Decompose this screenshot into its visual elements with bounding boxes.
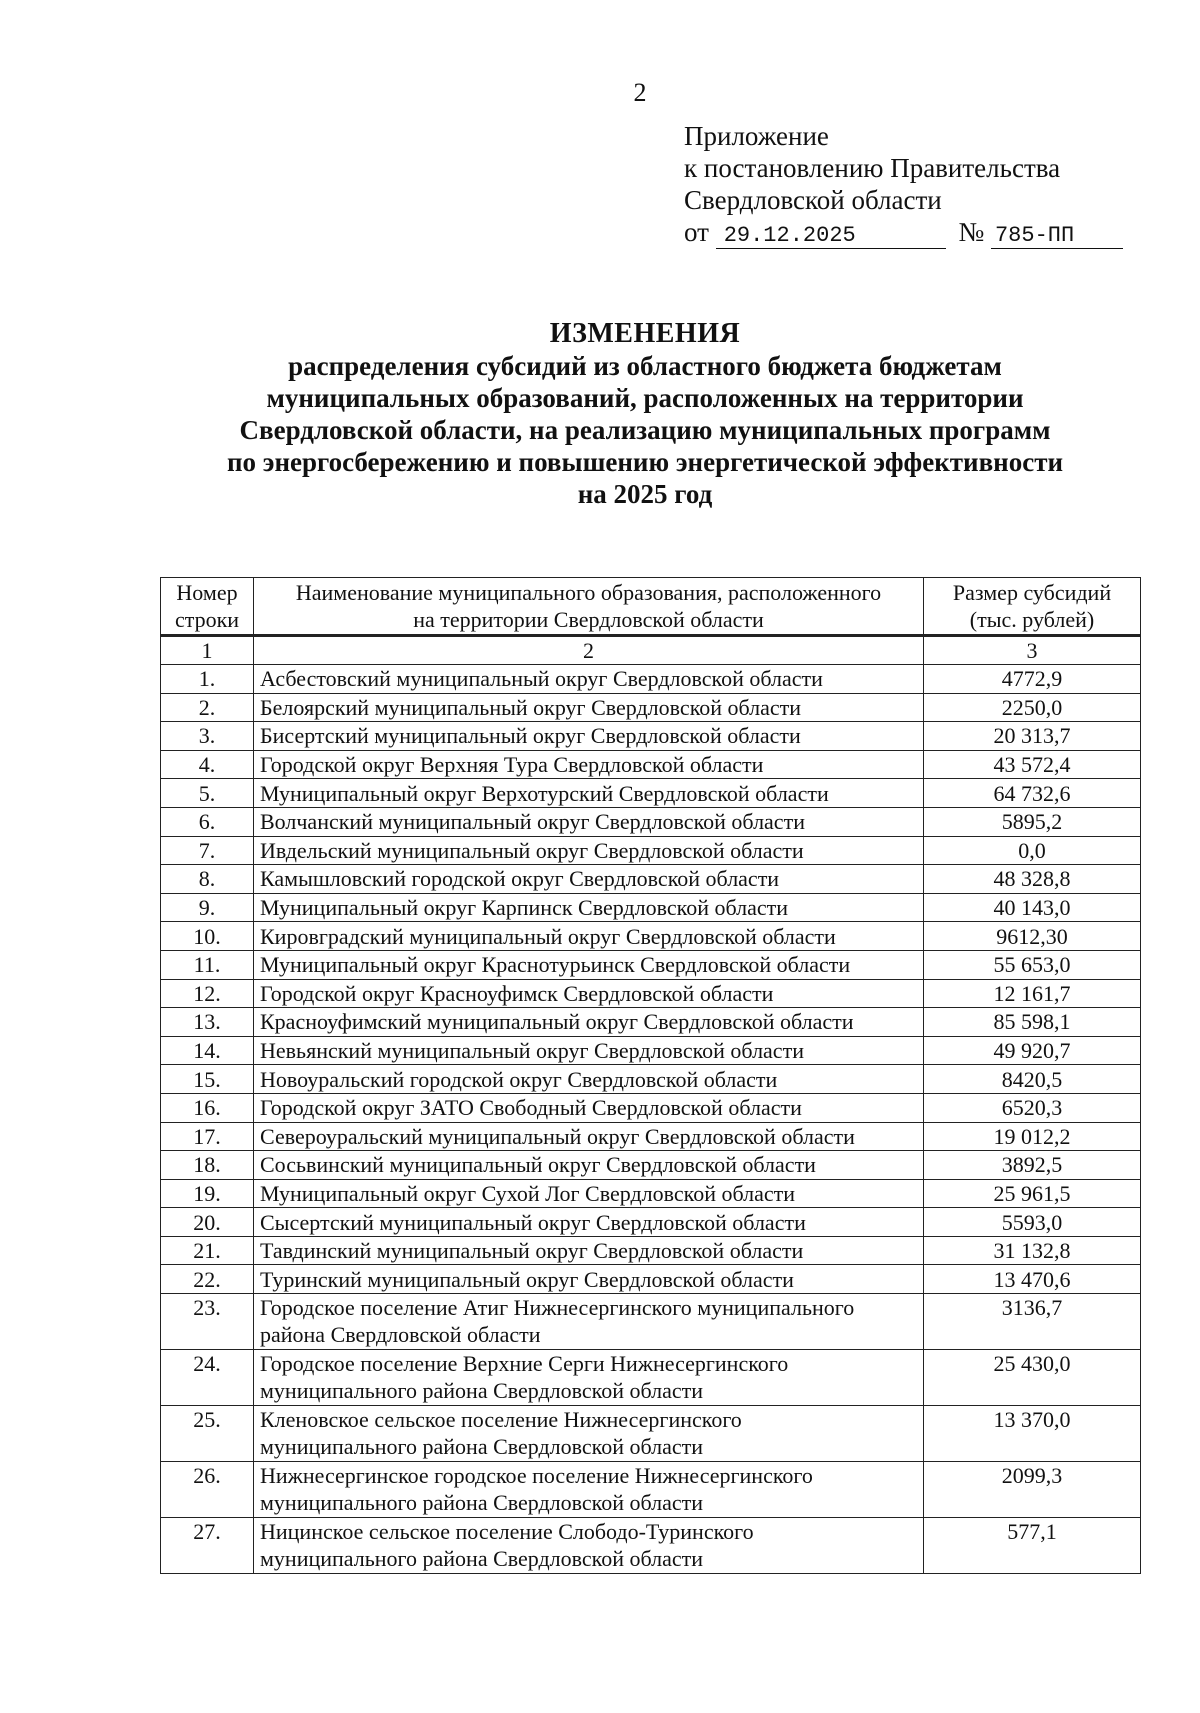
municipality-name-line: Нижнесергинское городское поселение Нижнесергинского (260, 1463, 813, 1489)
row-number: 14. (161, 1036, 254, 1065)
table-row (161, 1236, 1141, 1265)
municipality-name (254, 1151, 924, 1180)
subsidy-amount: 55 653,0 (924, 950, 1141, 979)
municipality-name-line: Новоуральский городской округ Свердловской области (260, 1066, 778, 1092)
municipality-name-line: Городское поселение Атиг Нижнесергинского муниципального (260, 1295, 855, 1321)
municipality-name (254, 1093, 924, 1122)
subsidy-amount: 48 328,8 (924, 865, 1141, 894)
municipality-name (254, 1462, 924, 1518)
column-index-3: 3 (924, 636, 1141, 665)
municipality-name (254, 1350, 924, 1406)
subsidy-amount: 13 370,0 (924, 1406, 1141, 1462)
table-row (161, 1036, 1141, 1065)
row-number: 8. (161, 865, 254, 894)
municipality-name-line: Белоярский муниципальный округ Свердловской области (260, 694, 802, 720)
table-row (161, 1008, 1141, 1037)
subsidy-amount: 49 920,7 (924, 1036, 1141, 1065)
subsidy-amount: 2099,3 (924, 1462, 1141, 1518)
subsidy-amount: 25 961,5 (924, 1179, 1141, 1208)
row-number: 12. (161, 979, 254, 1008)
subsidy-amount: 64 732,6 (924, 779, 1141, 808)
header-row-number-line-2: строки (174, 607, 240, 632)
table-row (161, 1518, 1141, 1574)
row-number: 25. (161, 1406, 254, 1462)
row-number: 19. (161, 1179, 254, 1208)
row-number: 3. (161, 722, 254, 751)
table-row (161, 922, 1141, 951)
municipality-name (254, 979, 924, 1008)
municipality-name (254, 1406, 924, 1462)
row-number: 24. (161, 1350, 254, 1406)
municipality-name (254, 1518, 924, 1574)
municipality-name-line: Муниципальный округ Верхотурский Свердловской области (260, 780, 829, 806)
municipality-name (254, 1179, 924, 1208)
appendix-line-3: Свердловской области (684, 185, 942, 215)
municipality-name (254, 722, 924, 751)
subsidy-amount: 577,1 (924, 1518, 1141, 1574)
municipality-name (254, 1236, 924, 1265)
municipality-name (254, 1294, 924, 1350)
municipality-name-line: Сосьвинский муниципальный округ Свердловской области (260, 1152, 816, 1178)
header-municipality-line-2: на территории Свердловской области (413, 607, 764, 632)
table-row (161, 950, 1141, 979)
table-row (161, 750, 1141, 779)
table-row (161, 1093, 1141, 1122)
appendix-block (684, 120, 1123, 249)
header-subsidy-line-1: Размер субсидий (952, 580, 1112, 605)
municipality-name-line: Волчанский муниципальный округ Свердловской области (260, 809, 805, 835)
row-number: 17. (161, 1122, 254, 1151)
header-row-number-line-1: Номер (176, 580, 238, 605)
municipality-name (254, 807, 924, 836)
row-number: 26. (161, 1462, 254, 1518)
municipality-name (254, 779, 924, 808)
subsidy-amount: 19 012,2 (924, 1122, 1141, 1151)
table-row (161, 1462, 1141, 1518)
subsidy-amount: 3892,5 (924, 1151, 1141, 1180)
municipality-name-line: Городской округ Верхняя Тура Свердловской области (260, 752, 764, 778)
table-row (161, 979, 1141, 1008)
row-number: 10. (161, 922, 254, 951)
municipality-name-line: Муниципальный округ Сухой Лог Свердловской области (260, 1180, 796, 1206)
subsidy-amount: 6520,3 (924, 1093, 1141, 1122)
appendix-line-1: Приложение (684, 121, 829, 151)
row-number: 16. (161, 1093, 254, 1122)
municipality-name (254, 922, 924, 951)
table-row (161, 693, 1141, 722)
municipality-name (254, 836, 924, 865)
municipality-name (254, 1265, 924, 1294)
subsidies-table (160, 577, 1141, 1574)
row-number: 15. (161, 1065, 254, 1094)
table-row (161, 1406, 1141, 1462)
title-line-3: Свердловской области, на реализацию муниципальных программ (239, 415, 1051, 445)
row-number: 20. (161, 1208, 254, 1237)
municipality-name-line: Красноуфимский муниципальный округ Свердловской области (260, 1009, 854, 1035)
subsidy-amount: 12 161,7 (924, 979, 1141, 1008)
subsidy-amount: 25 430,0 (924, 1350, 1141, 1406)
title-line-5: на 2025 год (577, 479, 713, 509)
subsidy-amount: 0,0 (924, 836, 1141, 865)
municipality-name-line: Городское поселение Верхние Серги Нижнесергинского (260, 1351, 789, 1377)
municipality-name-line: Городской округ Красноуфимск Свердловской области (260, 980, 774, 1006)
row-number: 27. (161, 1518, 254, 1574)
row-number: 21. (161, 1236, 254, 1265)
municipality-name (254, 750, 924, 779)
municipality-name-line: Кировградский муниципальный округ Свердловской области (260, 923, 836, 949)
subsidy-amount: 31 132,8 (924, 1236, 1141, 1265)
municipality-name-line: Городской округ ЗАТО Свободный Свердловской области (260, 1095, 802, 1121)
municipality-name-line: Бисертский муниципальный округ Свердловской области (260, 723, 801, 749)
subsidy-amount: 9612,30 (924, 922, 1141, 951)
table-row (161, 1179, 1141, 1208)
header-subsidy-amount (924, 578, 1141, 636)
row-number: 1. (161, 665, 254, 694)
municipality-name-line: Североуральский муниципальный округ Свердловской области (260, 1123, 855, 1149)
subsidy-amount: 40 143,0 (924, 893, 1141, 922)
column-index-1: 1 (161, 636, 254, 665)
municipality-name (254, 950, 924, 979)
municipality-name-line: муниципального района Свердловской области (260, 1546, 704, 1572)
header-municipality-line-1: Наименование муниципального образования, расположенного (295, 580, 882, 605)
subsidy-amount: 3136,7 (924, 1294, 1141, 1350)
table-row (161, 1065, 1141, 1094)
municipality-name (254, 1122, 924, 1151)
municipality-name-line: Асбестовский муниципальный округ Свердловской области (260, 666, 823, 692)
subsidy-amount: 5895,2 (924, 807, 1141, 836)
municipality-name-line: муниципального района Свердловской области (260, 1378, 704, 1404)
municipality-name-line: Невьянский муниципальный округ Свердловской области (260, 1038, 804, 1064)
appendix-date-line (684, 216, 1123, 249)
table-row (161, 1294, 1141, 1350)
number-prefix: № (958, 217, 985, 247)
table-row (161, 1350, 1141, 1406)
subsidy-amount: 2250,0 (924, 693, 1141, 722)
subsidy-amount: 13 470,6 (924, 1265, 1141, 1294)
subsidy-amount: 85 598,1 (924, 1008, 1141, 1037)
table-row (161, 722, 1141, 751)
municipality-name (254, 865, 924, 894)
row-number: 5. (161, 779, 254, 808)
row-number: 4. (161, 750, 254, 779)
municipality-name (254, 665, 924, 694)
table-row (161, 1265, 1141, 1294)
table-row (161, 779, 1141, 808)
municipality-name (254, 893, 924, 922)
subsidy-amount: 5593,0 (924, 1208, 1141, 1237)
row-number: 22. (161, 1265, 254, 1294)
municipality-name-line: муниципального района Свердловской области (260, 1490, 704, 1516)
title-heading: ИЗМЕНЕНИЯ (549, 318, 741, 349)
municipality-name (254, 693, 924, 722)
date-prefix: от (684, 217, 709, 247)
municipality-name-line: Ницинское сельское поселение Слободо-Туринского (260, 1519, 754, 1545)
resolution-number: 785-ПП (991, 224, 1123, 249)
subsidy-amount: 4772,9 (924, 665, 1141, 694)
row-number: 9. (161, 893, 254, 922)
municipality-name (254, 1036, 924, 1065)
table-row (161, 893, 1141, 922)
row-number: 11. (161, 950, 254, 979)
title-line-2: муниципальных образований, расположенных на территории (266, 383, 1024, 413)
municipality-name-line: района Свердловской области (260, 1322, 541, 1348)
municipality-name-line: Камышловский городской округ Свердловской области (260, 866, 780, 892)
municipality-name-line: Тавдинский муниципальный округ Свердловской области (260, 1238, 804, 1264)
table-row (161, 1151, 1141, 1180)
title-line-4: по энергосбережению и повышению энергетической эффективности (226, 447, 1064, 477)
page-number: 2 (633, 78, 647, 107)
table-row (161, 1208, 1141, 1237)
municipality-name (254, 1208, 924, 1237)
header-row-number (161, 578, 254, 636)
municipality-name (254, 1065, 924, 1094)
table-row (161, 1122, 1141, 1151)
municipality-name-line: Муниципальный округ Карпинск Свердловской области (260, 895, 789, 921)
municipality-name-line: Ивдельский муниципальный округ Свердловской области (260, 837, 804, 863)
subsidy-amount: 20 313,7 (924, 722, 1141, 751)
resolution-date: 29.12.2025 (716, 224, 946, 249)
row-number: 23. (161, 1294, 254, 1350)
subsidy-amount: 43 572,4 (924, 750, 1141, 779)
municipality-name-line: Сысертский муниципальный округ Свердловской области (260, 1209, 806, 1235)
row-number: 2. (161, 693, 254, 722)
table-row (161, 665, 1141, 694)
row-number: 6. (161, 807, 254, 836)
title-line-1: распределения субсидий из областного бюджета бюджетам (288, 351, 1002, 381)
appendix-line-2: к постановлению Правительства (684, 153, 1061, 183)
table-header-row (161, 578, 1141, 636)
municipality-name-line: муниципального района Свердловской области (260, 1434, 704, 1460)
municipality-name-line: Муниципальный округ Краснотурьинск Свердловской области (260, 952, 851, 978)
table-row (161, 807, 1141, 836)
column-index-row (161, 636, 1141, 665)
row-number: 13. (161, 1008, 254, 1037)
table-row (161, 865, 1141, 894)
column-index-2: 2 (254, 636, 924, 665)
document-title (150, 318, 1140, 510)
row-number: 18. (161, 1151, 254, 1180)
header-municipality-name (254, 578, 924, 636)
row-number: 7. (161, 836, 254, 865)
municipality-name-line: Кленовское сельское поселение Нижнесергинского (260, 1407, 742, 1433)
municipality-name (254, 1008, 924, 1037)
municipality-name-line: Туринский муниципальный округ Свердловской области (260, 1266, 794, 1292)
subsidy-amount: 8420,5 (924, 1065, 1141, 1094)
header-subsidy-line-2: (тыс. рублей) (969, 607, 1095, 632)
table-row (161, 836, 1141, 865)
